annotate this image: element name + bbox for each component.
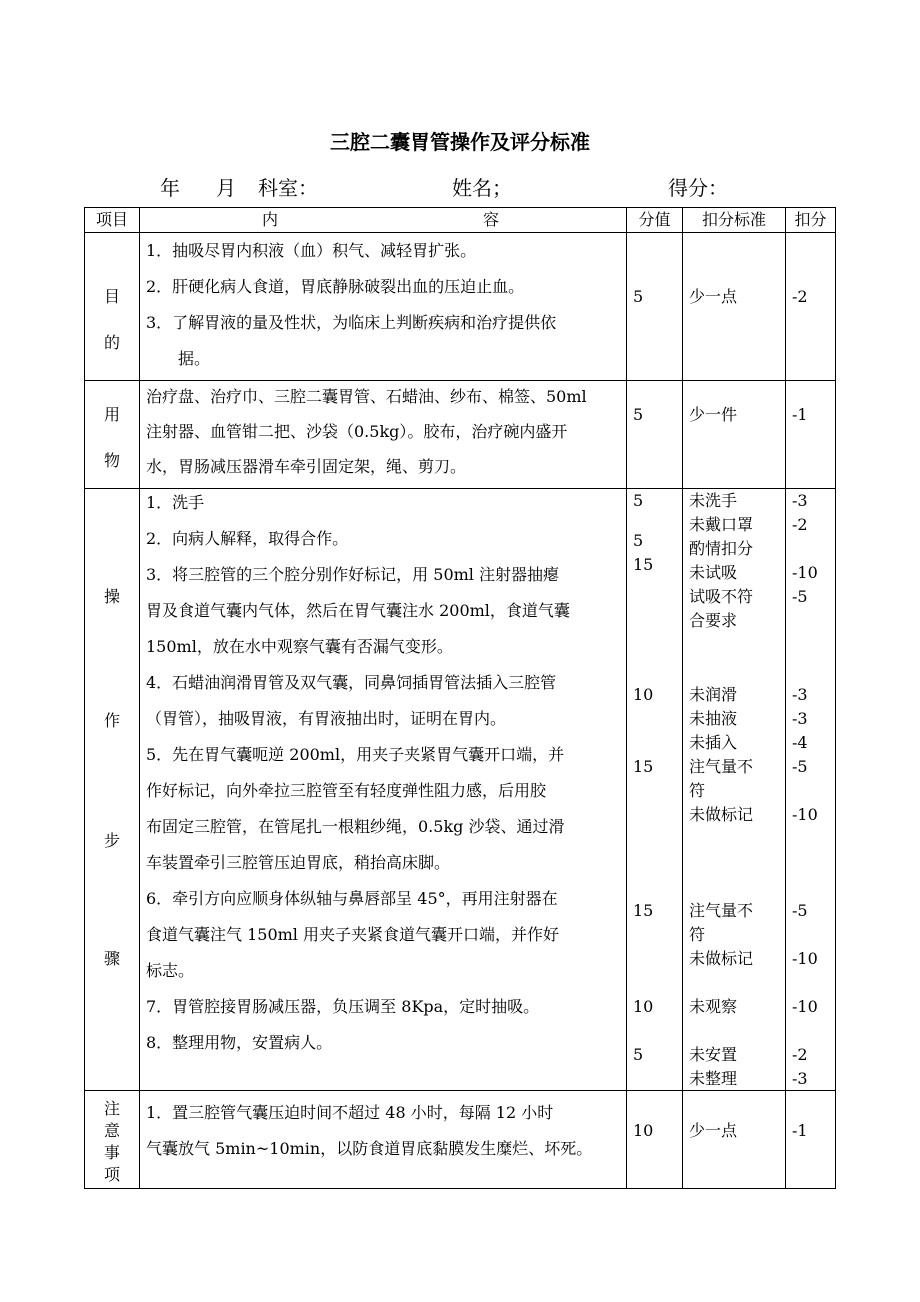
notes-deduct: -1 xyxy=(786,1091,836,1189)
steps-standard: 未洗手 未戴口罩 酌情扣分 未试吸 试吸不符 合要求 未润滑 未抽液 未插入 注气量不 符 未做标记 注气量不 符 未做标记 未观察 未安置 未整理 xyxy=(683,489,786,1091)
table-row-notes xyxy=(85,1091,836,1189)
info-name: 姓名； xyxy=(452,176,512,200)
info-month: 月 xyxy=(216,176,236,200)
header-content-2: 容 xyxy=(483,210,500,229)
notes-content: 1．置三腔管气囊压迫时间不超过 48 小时，每隔 12 小时 气囊放气 5min~10min，以防食道胃底黏膜发生糜烂、坏死。 xyxy=(140,1091,627,1189)
notes-label: 注 意 事 项 xyxy=(85,1091,140,1189)
header-deduct-standard: 扣分标准 xyxy=(683,208,786,233)
notes-points: 10 xyxy=(627,1091,683,1189)
supplies-deduct: -1 xyxy=(786,381,836,489)
page-title: 三腔二囊胃管操作及评分标准 xyxy=(330,130,590,154)
table-header-row xyxy=(85,208,836,233)
steps-label: 操 作 步 骤 xyxy=(85,489,140,1091)
header-points: 分值 xyxy=(627,208,683,233)
header-content-1: 内 xyxy=(261,210,278,229)
supplies-points: 5 xyxy=(627,381,683,489)
purpose-label: 目 的 xyxy=(85,233,140,381)
purpose-points: 5 xyxy=(627,233,683,381)
steps-content: 1．洗手 2．向病人解释，取得合作。 3．将三腔管的三个腔分别作好标记，用 50ml 注射器抽瘪 胃及食道气囊内气体，然后在胃气囊注水 200ml，食道气囊 150ml，放在水中观察气囊有否漏气变形。 4．石蜡油润滑胃管及双气囊，同鼻饲插胃管法插入三腔管 （胃管），抽吸胃液，有胃液抽出时，证明在胃内。 5．先在胃气囊呃逆 200ml，用夹子夹紧胃气囊开口端，并 作好标记，向外牵拉三腔管至有轻度弹性阻力感，后用胶 布固定三腔管，在管尾扎一根粗纱绳，0.5kg 沙袋、通过滑 车装置牵引三腔管压迫胃底，稍抬高床脚。 6．牵引方向应顺身体纵轴与鼻唇部呈 45°，再用注射器在 食道气囊注气 150ml 用夹子夹紧食道气囊开口端，并作好 标志。 7．胃管腔接胃肠减压器，负压调至 8Kpa，定时抽吸。 8．整理用物，安置病人。 xyxy=(140,489,627,1091)
header-content xyxy=(140,208,627,233)
steps-deduct: -3 -2 -10 -5 -3 -3 -4 -5 -10 -5 -10 -10 -2 -3 xyxy=(786,489,836,1091)
supplies-content: 治疗盘、治疗巾、三腔二囊胃管、石蜡油、纱布、棉签、50ml 注射器、血管钳二把、沙袋（0.5kg）。胶布，治疗碗内盛开 水，胃肠减压器滑车牵引固定架，绳、剪刀。 xyxy=(140,381,627,489)
supplies-label: 用 物 xyxy=(85,381,140,489)
notes-standard: 少一点 xyxy=(683,1091,786,1189)
purpose-standard: 少一点 xyxy=(683,233,786,381)
header-item: 项目 xyxy=(85,208,140,233)
info-year: 年 xyxy=(160,176,180,200)
purpose-content: 1．抽吸尽胃内积液（血）积气、减轻胃扩张。 2．肝硬化病人食道，胃底静脉破裂出血的压迫止血。 3．了解胃液的量及性状，为临床上判断疾病和治疗提供依 据。 xyxy=(140,233,627,381)
supplies-standard: 少一件 xyxy=(683,381,786,489)
info-dept: 科室： xyxy=(258,176,318,200)
info-score: 得分： xyxy=(668,176,728,200)
table-row-steps xyxy=(85,489,836,1091)
header-deduct: 扣分 xyxy=(786,208,836,233)
table-row-purpose xyxy=(85,233,836,381)
steps-points: 5 5 15 10 15 15 10 5 xyxy=(627,489,683,1091)
scoring-table xyxy=(84,207,836,1189)
table-row-supplies xyxy=(85,381,836,489)
purpose-deduct: -2 xyxy=(786,233,836,381)
